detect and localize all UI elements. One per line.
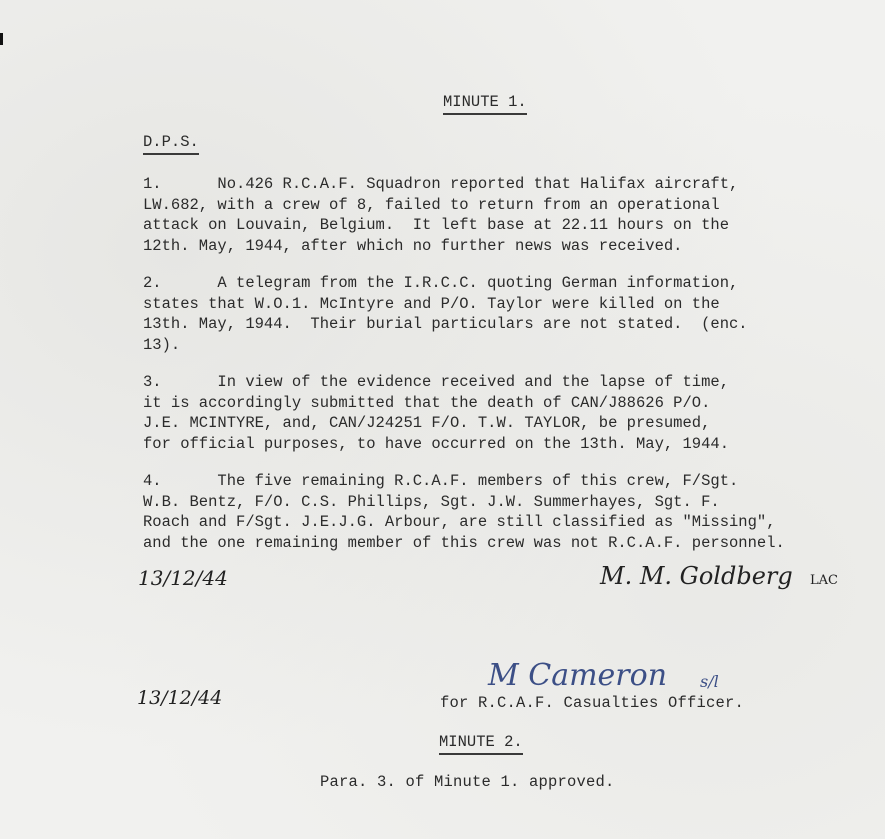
paragraph-line: 1. No.426 R.C.A.F. Squadron reported that Halifax aircraft, bbox=[143, 175, 739, 193]
handwritten-date-1: 13/12/44 bbox=[138, 566, 228, 590]
scan-edge-mark bbox=[0, 33, 3, 45]
paragraph-line: 3. In view of the evidence received and the lapse of time, bbox=[143, 373, 729, 391]
minute-2-heading: MINUTE 2. bbox=[439, 733, 523, 755]
paragraph-line: J.E. MCINTYRE, and, CAN/J24251 F/O. T.W. TAYLOR, be presumed, bbox=[143, 414, 711, 432]
paragraph-line: for official purposes, to have occurred on the 13th. May, 1944. bbox=[143, 434, 729, 453]
signature-caption: for R.C.A.F. Casualties Officer. bbox=[440, 694, 745, 712]
minute-2-text: Para. 3. of Minute 1. approved. bbox=[320, 773, 615, 791]
paragraph-line: Roach and F/Sgt. J.E.J.G. Arbour, are still classified as "Missing", bbox=[143, 513, 776, 531]
paragraph-line: 2. A telegram from the I.R.C.C. quoting German information, bbox=[143, 274, 739, 292]
handwritten-date-2: 13/12/44 bbox=[137, 687, 223, 709]
paragraph-line: 13th. May, 1944. Their burial particulars are not stated. (enc. bbox=[143, 315, 748, 333]
paragraph-line: 13). bbox=[143, 335, 181, 354]
paragraph-line: attack on Louvain, Belgium. It left base at 22.11 hours on the bbox=[143, 216, 729, 234]
paragraph-line: W.B. Bentz, F/O. C.S. Phillips, Sgt. J.W. Summerhayes, Sgt. F. bbox=[143, 492, 720, 511]
paragraph-line: LW.682, with a crew of 8, failed to return from an operational bbox=[143, 195, 720, 214]
paragraph-4 bbox=[143, 471, 785, 553]
paragraph-line: 12th. May, 1944, after which no further news was received. bbox=[143, 236, 683, 255]
handwritten-initials-2: s/l bbox=[700, 672, 719, 691]
handwritten-signature-1: M. M. Goldberg bbox=[600, 562, 793, 590]
paragraph-line: it is accordingly submitted that the death of CAN/J88626 P/O. bbox=[143, 393, 711, 412]
handwritten-rank-1: LAC bbox=[810, 573, 838, 588]
paragraph-line: states that W.O.1. McIntyre and P/O. Taylor were killed on the bbox=[143, 294, 720, 313]
paragraph-3 bbox=[143, 372, 729, 454]
paragraph-2 bbox=[143, 273, 748, 355]
paragraph-line: and the one remaining member of this crew was not R.C.A.F. personnel. bbox=[143, 533, 785, 552]
paragraph-1 bbox=[143, 174, 738, 256]
addressee: D.P.S. bbox=[143, 133, 199, 155]
paragraph-line: 4. The five remaining R.C.A.F. members of this crew, F/Sgt. bbox=[143, 472, 739, 490]
handwritten-signature-2: M Cameron bbox=[488, 658, 668, 693]
minute-1-heading: MINUTE 1. bbox=[443, 93, 527, 115]
